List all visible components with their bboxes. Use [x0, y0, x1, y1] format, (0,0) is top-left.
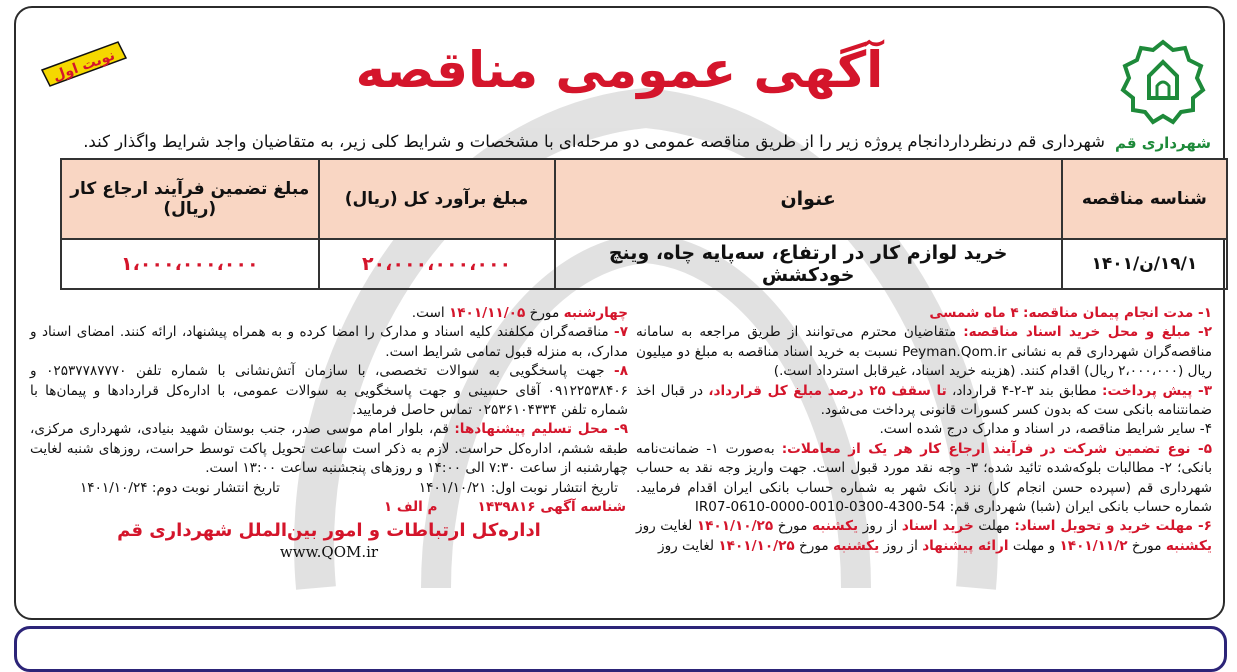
deadline-text-2: است. — [411, 305, 445, 321]
clause-8-label: ۸- — [614, 363, 629, 380]
department-name: اداره‌کل ارتباطات و امور بین‌الملل شهرداری قم — [117, 520, 541, 542]
ad-identifiers — [30, 498, 628, 517]
next-notice-frame — [14, 626, 1227, 672]
conditions-left-column — [30, 304, 628, 562]
intro-text: شهرداری قم درنظرداردانجام پروژه زیر را از طریق مناقصه عمومی دو مرحله‌ای با مشخصات و شرایط کلی زیر، به متقاضیان واجد شرایط واگذار کند. — [83, 132, 1105, 151]
clause-6-day-1: یکشنبه — [811, 518, 859, 535]
clause-2-label: ۲- مبلغ و محل خرید اسناد مناقصه: — [963, 324, 1212, 341]
ad-id: شناسه آگهی ۱۴۳۹۸۱۶ — [477, 499, 626, 516]
clause-7-text: مناقصه‌گران مکلفند کلیه اسناد و مدارک را امضا کرده و به همراه پیشنهاد، ارائه کنند. امضای اسناد و مدارک، به منزله قبول تمامی شرایط است. — [30, 324, 628, 360]
clause-6-text-8: مورخ — [799, 537, 829, 554]
clause-6-day-2: یکشنبه — [1165, 537, 1212, 554]
logo-text: شهرداری قم — [1114, 134, 1212, 152]
clause-6-label: ۶- مهلت خرید و تحویل اسناد: — [1014, 518, 1212, 535]
clause-2 — [636, 323, 1212, 381]
deadline-date: ۱۴۰۱/۱۱/۰۵ — [448, 305, 526, 321]
clause-7-label: ۷- — [614, 324, 628, 341]
header-guarantee: مبلغ تضمین فرآیند ارجاع کار (ریال) — [61, 159, 319, 239]
clause-6-text-2: از روز — [862, 518, 898, 535]
deadline-text-1: مورخ — [529, 305, 560, 321]
clause-6-text-6: و مهلت — [1012, 537, 1056, 554]
clause-5-label: ۵- نوع تضمین شرکت در فرآیند ارجاع کار هر یک از معاملات: — [781, 440, 1212, 457]
clause-5 — [636, 440, 1212, 518]
first-round-badge — [36, 36, 128, 92]
publication-dates — [30, 479, 628, 498]
conditions-right-column — [636, 304, 1212, 556]
clause-6-text-5: مورخ — [1131, 537, 1162, 554]
clause-9-label: ۹- محل تسلیم پیشنهادها: — [454, 421, 628, 438]
clause-4: ۴- سایر شرایط مناقصه، در اسناد و مدارک درج شده است. — [879, 421, 1212, 438]
clause-6-text-3: مورخ — [777, 518, 808, 535]
clause-6-day-3: یکشنبه — [833, 537, 880, 554]
cell-tender-id: ۱۹/۱/ن/۱۴۰۱ — [1062, 239, 1227, 289]
clause-6-date-1: ۱۴۰۱/۱۰/۲۵ — [696, 518, 774, 535]
ad-code: م الف ۱ — [383, 499, 438, 516]
table-row — [61, 239, 1227, 289]
clause-6-text-1: مهلت — [978, 518, 1010, 535]
clause-3-text: مطابق بند ۳-۲-۴ قرارداد، — [951, 382, 1097, 399]
clause-1-value: ۴ ماه شمسی — [929, 305, 1019, 321]
clause-6-continued — [30, 304, 628, 323]
badge-label: نوبت اول — [50, 47, 118, 85]
header-estimate: مبلغ برآورد کل (ریال) — [319, 159, 555, 239]
clause-8 — [30, 362, 628, 420]
clause-6-purchase: خرید اسناد — [901, 518, 974, 535]
clause-6 — [636, 517, 1212, 556]
clause-5-text: به‌صورت ۱- ضمانت‌نامه بانکی؛ ۲- مطالبات بلوکه‌شده تائید شده؛ ۳- وجه نقد مورد قبول است. جهت واریز وجه نقد به حساب شهرداری قم (سپرده حسن انجام کار) نزد بانک شهر به شماره حساب بانکی ایران اقدام فرمایید. شماره حساب بانکی ایران (شبا) شهرداری قم: IR07-0610-0000-0010-0300-4300-54 — [636, 440, 1212, 516]
clause-6-text-4: لغایت روز — [636, 518, 693, 535]
qom-municipality-logo-icon — [1113, 36, 1213, 154]
clause-6-proposal: ارائه پیشنهاد — [922, 537, 1009, 554]
cell-estimate: ۲۰،۰۰۰،۰۰۰،۰۰۰ — [319, 239, 555, 289]
clause-3-text-2: در قبال اخذ ضمانتنامه بانکی ست که بدون کسر کسورات قانونی پرداخت می‌شود. — [636, 382, 1212, 419]
publish-date-first: تاریخ انتشار نوبت اول: ۱۴۰۱/۱۰/۲۱ — [418, 479, 618, 496]
clause-6-date-3: ۱۴۰۱/۱۰/۲۵ — [718, 537, 795, 554]
clause-3 — [636, 382, 1212, 421]
clause-9 — [30, 420, 628, 478]
tender-table — [60, 158, 1228, 290]
page-title: آگهی عمومی مناقصه — [355, 41, 884, 99]
header-title: عنوان — [555, 159, 1062, 239]
website-link[interactable]: www.QOM.ir — [279, 542, 379, 561]
clause-9-text: قم، بلوار امام موسی صدر، جنب بوستان شهید بنیادی، شهرداری مرکزی، طبقه ششم، اداره‌کل حراست. لازم به ذکر است ساعت تحویل پاکت توسط حراست، روزهای شنبه لغایت چهارشنبه از ساعت ۷:۳۰ الی ۱۴:۰۰ و روزهای پنجشنبه ساعت ۱۳:۰۰ است. — [30, 421, 628, 477]
clause-3-highlight: تا سقف ۲۵ درصد مبلغ کل قرارداد، — [708, 382, 947, 399]
clause-7 — [30, 323, 628, 362]
cell-title: خرید لوازم کار در ارتفاع، سه‌پایه چاه، وینچ خودکشش — [555, 239, 1062, 289]
deadline-day: چهارشنبه — [563, 305, 628, 321]
clause-1 — [636, 304, 1212, 323]
clause-6-date-2: ۱۴۰۱/۱۱/۲ — [1059, 537, 1128, 554]
clause-8-text: جهت پاسخگویی به سوالات تخصصی، با سازمان آتش‌نشانی با شماره تلفن ۰۲۵۳۷۷۸۷۷۷۰ و ۰۹۱۲۲۵۳۸۴۰۶ آقای حسینی و جهت پاسخگویی به سوالات عمومی، با اداره‌کل قراردادها و پیمان‌ها با شماره تلفن ۰۲۵۳۶۱۰۴۳۳۴ تماس حاصل فرمایید. — [30, 363, 628, 419]
clause-1-label: ۱- مدت انجام پیمان مناقصه: — [1023, 305, 1212, 321]
clause-6-text-7: از روز — [883, 537, 918, 554]
clause-3-label: ۳- پیش پرداخت: — [1102, 382, 1212, 399]
clause-2-text: متقاضیان محترم می‌توانند از طریق مراجعه به سامانه مناقصه‌گران شهرداری قم به نشانی Peyman.Qom.ir نسبت به خرید اسناد مناقصه به مبلغ دو میلیون ریال (۲،۰۰۰،۰۰۰ ریال) اقدام کنند. (هزینه خرید اسناد، غیرقابل استرداد است.) — [636, 324, 1212, 380]
table-header-row — [61, 159, 1227, 239]
publish-date-second: تاریخ انتشار نوبت دوم: ۱۴۰۱/۱۰/۲۴ — [80, 479, 280, 496]
clause-6-text-9: لغایت روز — [658, 537, 715, 554]
cell-guarantee: ۱،۰۰۰،۰۰۰،۰۰۰ — [61, 239, 319, 289]
header-tender-id: شناسه مناقصه — [1062, 159, 1227, 239]
